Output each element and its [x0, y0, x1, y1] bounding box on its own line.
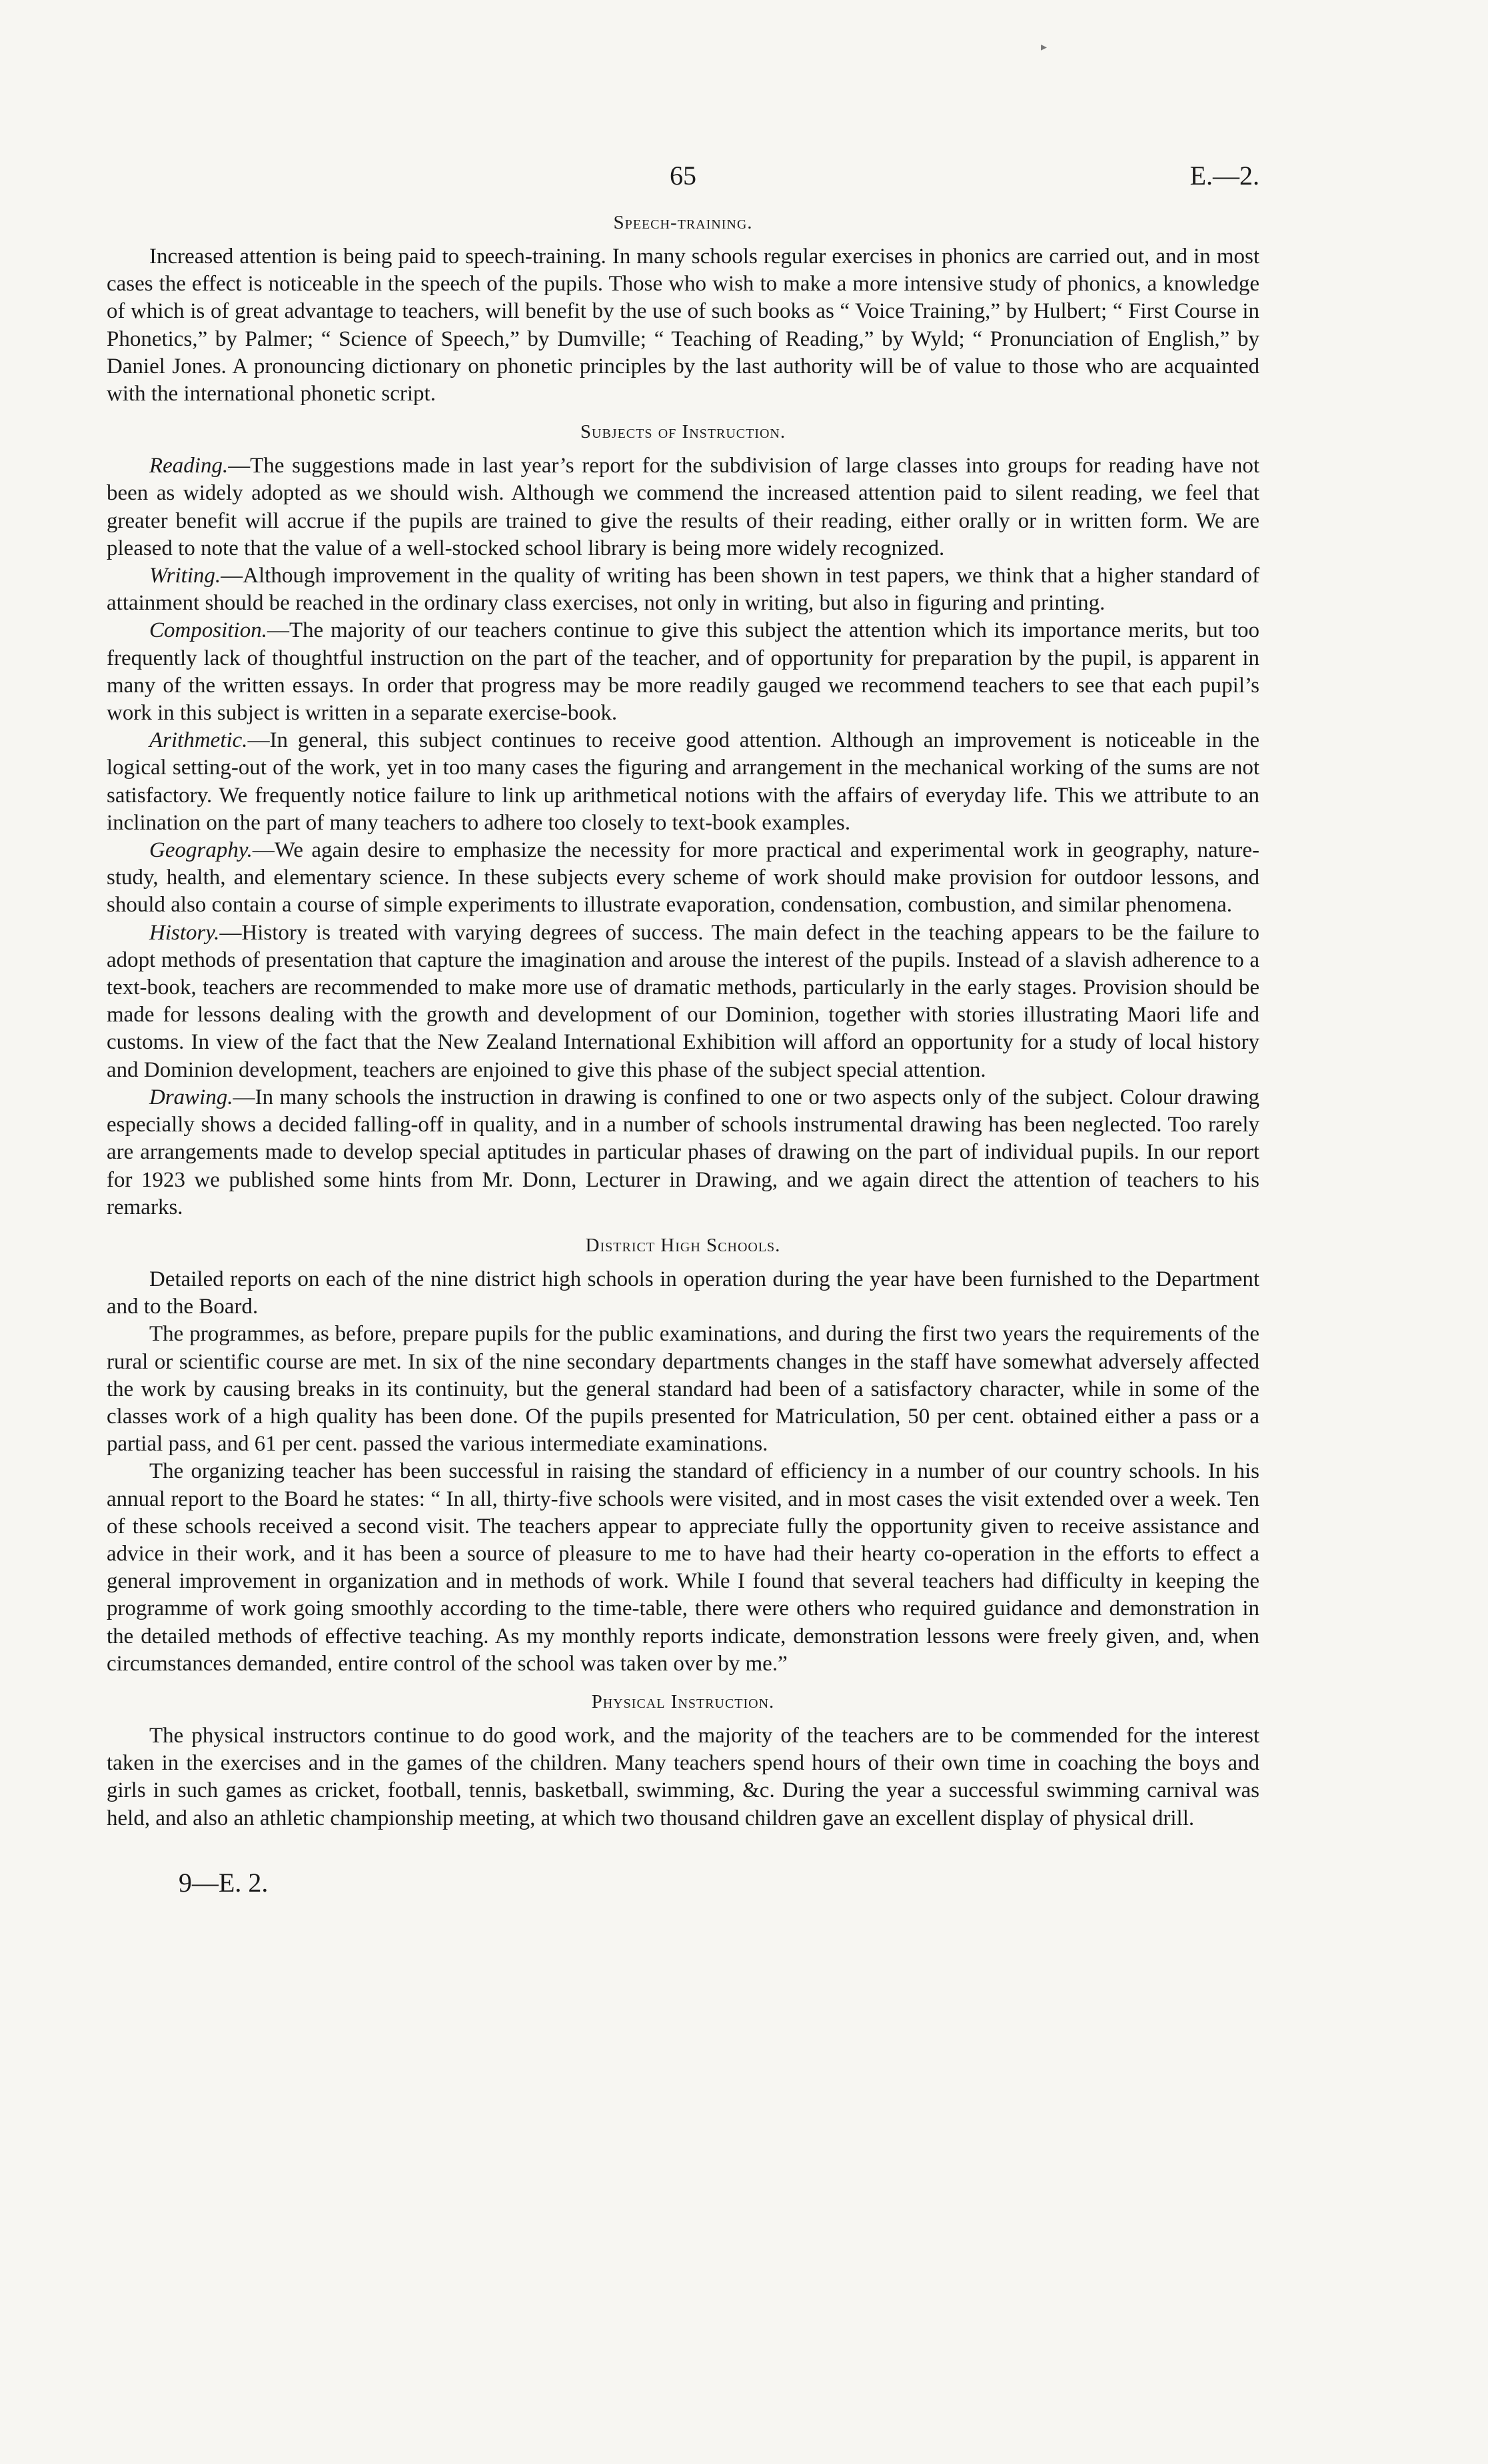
document-body: [107, 212, 1259, 1832]
report-code: E.—2.: [1189, 161, 1259, 191]
section-heading: Speech-training.: [613, 212, 753, 233]
paragraph: [107, 837, 1259, 920]
page-number: 65: [670, 161, 696, 191]
paragraph: [107, 1321, 1259, 1458]
paragraph: [107, 1722, 1259, 1832]
paragraph-lead: Geography.: [149, 838, 253, 863]
paragraph-lead: History.: [149, 920, 220, 945]
paragraph: [107, 1084, 1259, 1221]
paragraph-text: —In many schools the instruction in drawing is confined to one or two aspects only of the subject. Colour drawing especially shows a decided falling-off in quality, and in a number of schools instrumental drawing has been neglected. Too rarely are arrangements made to develop special aptitudes in particular phases of drawing on the part of individual pupils. In our report for 1923 we published some hints from Mr. Donn, Lecturer in Drawing, and we again direct the attention of teachers to his remarks.: [107, 1085, 1259, 1219]
footer-signature: 9—E. 2.: [179, 1867, 269, 1898]
paragraph-lead: Writing.: [149, 564, 221, 588]
paragraph: [107, 562, 1259, 617]
paragraph-text: Increased attention is being paid to speech-training. In many schools regular exercises in phonics are carried out, and in most cases the effect is noticeable in the speech of the pupils. Those who wish to make a more intensive study of phonics, a knowledge of which is of great advantage to teachers, will benefit by the use of such books as “ Voice Training,” by Hulbert; “ First Course in Phonetics,” by Palmer; “ Science of Speech,” by Dumville; “ Teaching of Reading,” by Wyld; “ Pronunciation of English,” by Daniel Jones. A pronouncing dictionary on phonetic principles by the last authority will be of value to those who are acquainted with the international phonetic script.: [107, 245, 1259, 406]
paragraph-lead: Drawing.: [149, 1085, 233, 1109]
paragraph: [107, 243, 1259, 408]
paragraph-text: —History is treated with varying degrees of success. The main defect in the teaching appears to be the failure to adopt methods of presentation that capture the imagination and arouse the interest of the pupils. Instead of a slavish adherence to a text-book, teachers are recommended to make more use of dramatic methods, particularly in the early stages. Provision should be made for lessons dealing with the growth and development of our Dominion, together with stories illustrating Maori life and customs. In view of the fact that the New Zealand International Exhibition will afford an opportunity for a study of local history and Dominion development, teachers are enjoined to give this phase of the subject special attention.: [107, 920, 1259, 1082]
page-header: [107, 160, 1259, 208]
paragraph-lead: Arithmetic.: [149, 728, 248, 753]
section-heading: Physical Instruction.: [591, 1690, 775, 1712]
paragraph: [107, 1458, 1259, 1678]
paragraph-text: —The majority of our teachers continue to give this subject the attention which its importance merits, but too frequently lack of thoughtful instruction on the part of the teacher, and of opportunity for preparation by the pupil, is apparent in many of the written essays. In order that progress may be more readily gauged we recommend teachers to see that each pupil’s work in this subject is written in a separate exercise-book.: [107, 618, 1259, 726]
document-page: [107, 160, 1259, 1898]
paragraph-text: —In general, this subject continues to receive good attention. Although an improvement is noticeable in the logical setting-out of the work, yet in too many cases the figuring and arrangement in the mechanical working of the sums are not satisfactory. We frequently notice failure to link up arithmetical notions with the affairs of everyday life. This we attribute to an inclination on the part of many teachers to adhere too closely to text-book examples.: [107, 728, 1259, 835]
paragraph: [107, 727, 1259, 837]
paragraph-text: Detailed reports on each of the nine district high schools in operation during the year have been furnished to the Department and to the Board.: [107, 1267, 1259, 1319]
paragraph-lead: Reading.: [149, 454, 229, 478]
paragraph: [107, 452, 1259, 562]
paragraph-text: The physical instructors continue to do good work, and the majority of the teachers are to be commended for the interest taken in the exercises and in the games of the children. Many teachers spend hours of their own time in coaching the boys and girls in such games as cricket, football, tennis, basketball, swimming, &c. During the year a successful swimming carnival was held, and also an athletic championship meeting, at which two thousand children gave an excellent display of physical drill.: [107, 1723, 1259, 1830]
paragraph: [107, 617, 1259, 727]
paragraph-text: The programmes, as before, prepare pupils for the public examinations, and during the first two years the requirements of the rural or scientific course are met. In six of the nine secondary departments changes in the staff have somewhat adversely affected the work by causing breaks in its continuity, but the general standard had been of a satisfactory character, while in some of the classes work of a high quality has been done. Of the pupils presented for Matriculation, 50 per cent. obtained either a pass or a partial pass, and 61 per cent. passed the various intermediate examinations.: [107, 1322, 1259, 1457]
paragraph: [107, 920, 1259, 1084]
section-heading: District High Schools.: [585, 1234, 781, 1256]
scan-mark: ▸: [1041, 40, 1048, 53]
paragraph-text: —We again desire to emphasize the necessity for more practical and experimental work in geography, nature-study, health, and elementary science. In these subjects every scheme of work should make provision for outdoor lessons, and should also contain a course of simple experiments to illustrate evaporation, condensation, combustion, and similar phenomena.: [107, 838, 1259, 918]
paragraph-text: —Although improvement in the quality of writing has been shown in test papers, we think that a higher standard of attainment should be reached in the ordinary class exercises, not only in writing, but also in figuring and printing.: [107, 564, 1259, 616]
section-heading: Subjects of Instruction.: [580, 421, 786, 443]
paragraph-text: The organizing teacher has been successful in raising the standard of efficiency in a number of our country schools. In his annual report to the Board he states: “ In all, thirty-five schools were visited, and in most cases the visit extended over a week. Ten of these schools received a second visit. The teachers appear to appreciate fully the opportunity given to receive assistance and advice in their work, and it has been a source of pleasure to me to have had their hearty co-operation in the efforts to effect a general improvement in organization and in methods of work. While I found that several teachers had difficulty in keeping the programme of work going smoothly according to the time-table, there were others who required guidance and demonstration in the detailed methods of effective teaching. As my monthly reports indicate, demonstration lessons were freely given, and, when circumstances demanded, entire control of the school was taken over by me.”: [107, 1459, 1259, 1676]
paragraph-text: —The suggestions made in last year’s report for the subdivision of large classes into groups for reading have not been as widely adopted as we should wish. Although we commend the increased attention paid to silent reading, we feel that greater benefit will accrue if the pupils are trained to give the results of their reading, either orally or in written form. We are pleased to note that the value of a well-stocked school library is being more widely recognized.: [107, 454, 1259, 560]
paragraph-lead: Composition.: [149, 618, 267, 643]
paragraph: [107, 1266, 1259, 1321]
